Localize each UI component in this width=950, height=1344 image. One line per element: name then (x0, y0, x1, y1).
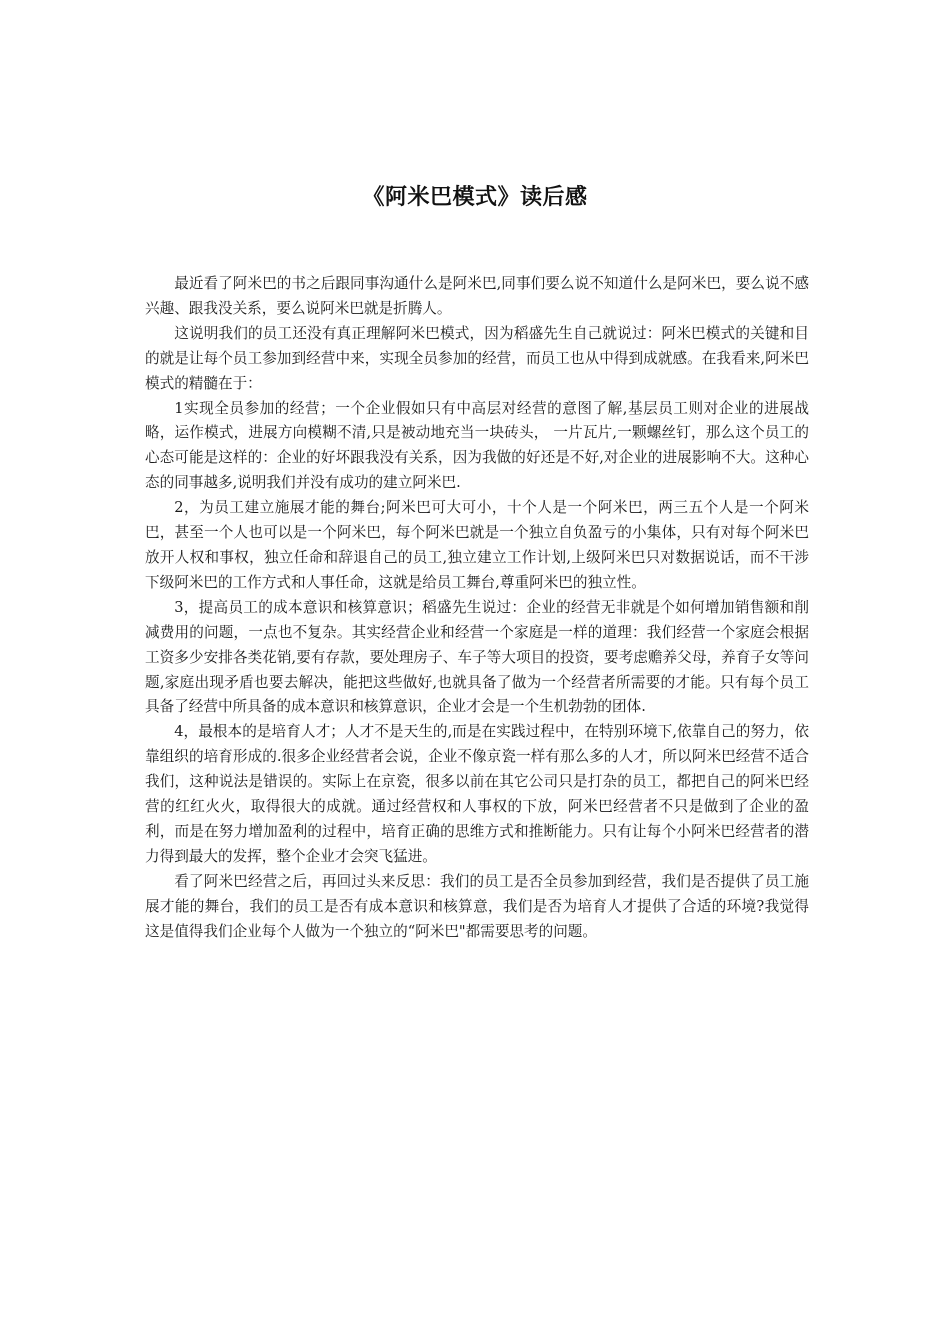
paragraph-understanding: 这说明我们的员工还没有真正理解阿米巴模式，因为稻盛先生自己就说过：阿米巴模式的关键和目的就是让每个员工参加到经营中来，实现全员参加的经营，而员工也从中得到成就感。在我看来,阿米巴模式的精髓在于： (145, 324, 809, 392)
paragraph-intro: 最近看了阿米巴的书之后跟同事沟通什么是阿米巴,同事们要么说不知道什么是阿米巴，要么说不感兴趣、跟我没关系，要么说阿米巴就是折腾人。 (145, 275, 809, 317)
paragraph-point-4: 4，最根本的是培育人才；人才不是天生的,而是在实践过程中，在特别环境下,依靠自己的努力，依靠组织的培育形成的.很多企业经营者会说，企业不像京瓷一样有那么多的人才，所以阿米巴经营不适合我们，这种说法是错误的。实际上在京瓷，很多以前在其它公司只是打杂的员工，都把自己的阿米巴经营的红红火火，取得很大的成就。通过经营权和人事权的下放，阿米巴经营者不只是做到了企业的盈利，而是在努力增加盈利的过程中，培育正确的思维方式和推断能力。只有让每个小阿米巴经营者的潜力得到最大的发挥，整个企业才会突飞猛进。 (145, 723, 809, 865)
document-body (145, 272, 809, 944)
paragraph-point-1: 1实现全员参加的经营；一个企业假如只有中高层对经营的意图了解,基层员工则对企业的进展战略，运作模式，进展方向模糊不清,只是被动地充当一块砖头， 一片瓦片,一颗螺丝钉，那么这个员工的心态可能是这样的：企业的好坏跟我没有关系，因为我做的好还是不好,对企业的进展影响不大。这种心态的同事越多,说明我们并没有成功的建立阿米巴. (145, 399, 809, 492)
paragraph-conclusion: 看了阿米巴经营之后，再回过头来反思：我们的员工是否全员参加到经营，我们是否提供了员工施展才能的舞台，我们的员工是否有成本意识和核算意，我们是否为培育人才提供了合适的环境?我觉得这是值得我们企业每个人做为一个独立的“阿米巴"都需要思考的问题。 (145, 872, 809, 940)
paragraph-point-3: 3，提高员工的成本意识和核算意识；稻盛先生说过：企业的经营无非就是个如何增加销售额和削减费用的问题，一点也不复杂。其实经营企业和经营一个家庭是一样的道理：我们经营一个家庭会根据工资多少安排各类花销,要有存款，要处理房子、车子等大项目的投资，要考虑赡养父母，养育子女等问题,家庭出现矛盾也要去解决，能把这些做好,也就具备了做为一个经营者所需要的才能。只有每个员工具备了经营中所具备的成本意识和核算意识，企业才会是一个生机勃勃的团体. (145, 598, 809, 716)
document-title: 《阿米巴模式》读后感 (362, 185, 588, 210)
paragraph-point-2: 2，为员工建立施展才能的舞台;阿米巴可大可小，十个人是一个阿米巴，两三五个人是一个阿米巴，甚至一个人也可以是一个阿米巴，每个阿米巴就是一个独立自负盈亏的小集体，只有对每个阿米巴放开人权和事权，独立任命和辞退自己的员工,独立建立工作计划,上级阿米巴只对数据说话，而不干涉下级阿米巴的工作方式和人事任命，这就是给员工舞台,尊重阿米巴的独立性。 (145, 499, 809, 591)
